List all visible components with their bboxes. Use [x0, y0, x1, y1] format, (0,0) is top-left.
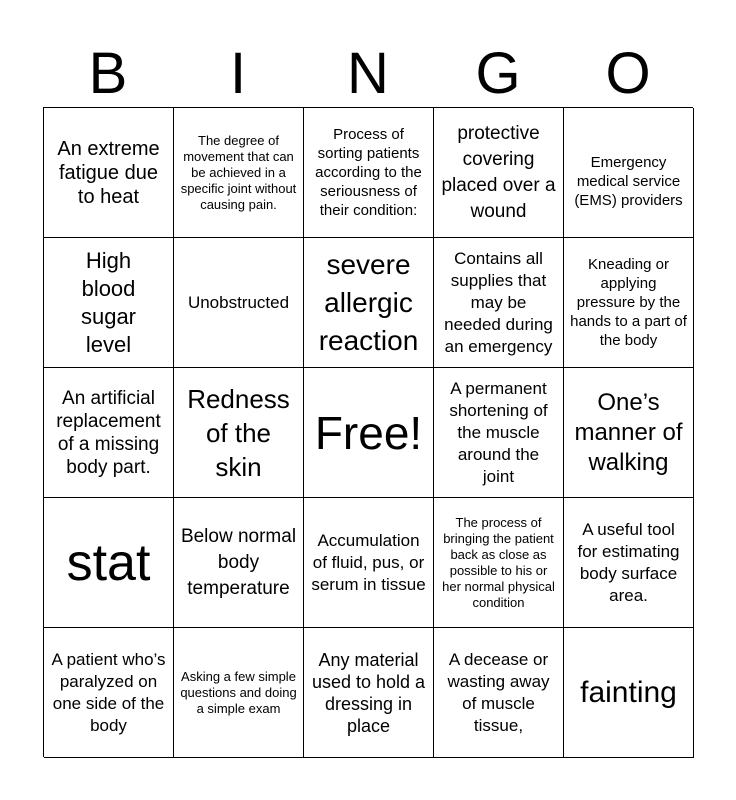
bingo-cell[interactable]: [304, 108, 434, 238]
bingo-board: [43, 107, 693, 757]
cell-text: Emergency medical service (EMS) providers: [574, 154, 683, 209]
cell-text: One’s manner of walking: [574, 388, 683, 476]
bingo-cell[interactable]: [174, 628, 304, 758]
cell-text: Kneading or applying pressure by the hands to a part of the body: [570, 256, 687, 349]
cell-text: Redness of the skin: [187, 383, 290, 482]
cell-text: An extreme fatigue due to heat: [57, 137, 160, 208]
cell-text: A patient who’s paralyzed on one side of the body: [51, 649, 166, 735]
bingo-cell[interactable]: [434, 628, 564, 758]
cell-text: protective covering placed over a wound: [441, 122, 556, 222]
bingo-cell[interactable]: [304, 628, 434, 758]
cell-text: The degree of movement that can be achieved in a specific joint without causing pain.: [180, 132, 297, 212]
bingo-cell[interactable]: [564, 498, 694, 628]
bingo-cell[interactable]: [434, 498, 564, 628]
bingo-cell[interactable]: [564, 628, 694, 758]
bingo-header: [43, 40, 693, 108]
bingo-cell[interactable]: [564, 108, 694, 238]
bingo-cell[interactable]: [174, 368, 304, 498]
cell-text: The process of bringing the patient back as close as possible to his or her normal physical condition: [442, 514, 555, 610]
bingo-cell[interactable]: [174, 238, 304, 368]
cell-text: A decease or wasting away of muscle tissue,: [447, 649, 550, 735]
bingo-cell[interactable]: [44, 238, 174, 368]
header-letter-n: N: [347, 41, 389, 106]
bingo-cell[interactable]: [44, 628, 174, 758]
header-letter-g: G: [475, 41, 521, 106]
cell-text: stat: [66, 533, 151, 592]
bingo-cell[interactable]: [434, 108, 564, 238]
cell-text: Unobstructed: [187, 293, 290, 312]
cell-text: Process of sorting patients according to the seriousness of their condition:: [315, 126, 422, 219]
header-letter-b: B: [88, 41, 128, 106]
bingo-cell[interactable]: [44, 498, 174, 628]
cell-text: An artificial replacement of a missing body part.: [56, 387, 161, 478]
bingo-cell[interactable]: [44, 368, 174, 498]
cell-text: High blood sugar level: [80, 247, 137, 357]
header-letter-o: O: [605, 41, 651, 106]
cell-text: severe allergic reaction: [318, 248, 419, 356]
bingo-cell[interactable]: [174, 108, 304, 238]
cell-text: A useful tool for estimating body surface area.: [577, 519, 680, 605]
bingo-cell[interactable]: [304, 238, 434, 368]
bingo-cell[interactable]: [304, 498, 434, 628]
bingo-cell[interactable]: [44, 108, 174, 238]
cell-text: Free!: [314, 406, 423, 459]
cell-text: Any material used to hold a dressing in place: [311, 649, 426, 736]
cell-text: Below normal body temperature: [180, 525, 297, 599]
bingo-cell[interactable]: [564, 238, 694, 368]
bingo-cell[interactable]: [434, 368, 564, 498]
cell-text: A permanent shortening of the muscle around the joint: [449, 378, 548, 486]
bingo-cell[interactable]: [564, 368, 694, 498]
header-letter-i: I: [229, 41, 247, 106]
cell-text: fainting: [580, 675, 677, 709]
bingo-cell[interactable]: [174, 498, 304, 628]
bingo-cell[interactable]: [434, 238, 564, 368]
cell-text: Accumulation of fluid, pus, or serum in tissue: [311, 530, 426, 594]
cell-text: Asking a few simple questions and doing a simple exam: [180, 668, 297, 716]
bingo-cell[interactable]: [304, 368, 434, 498]
cell-text: Contains all supplies that may be needed during an emergency: [444, 248, 553, 356]
